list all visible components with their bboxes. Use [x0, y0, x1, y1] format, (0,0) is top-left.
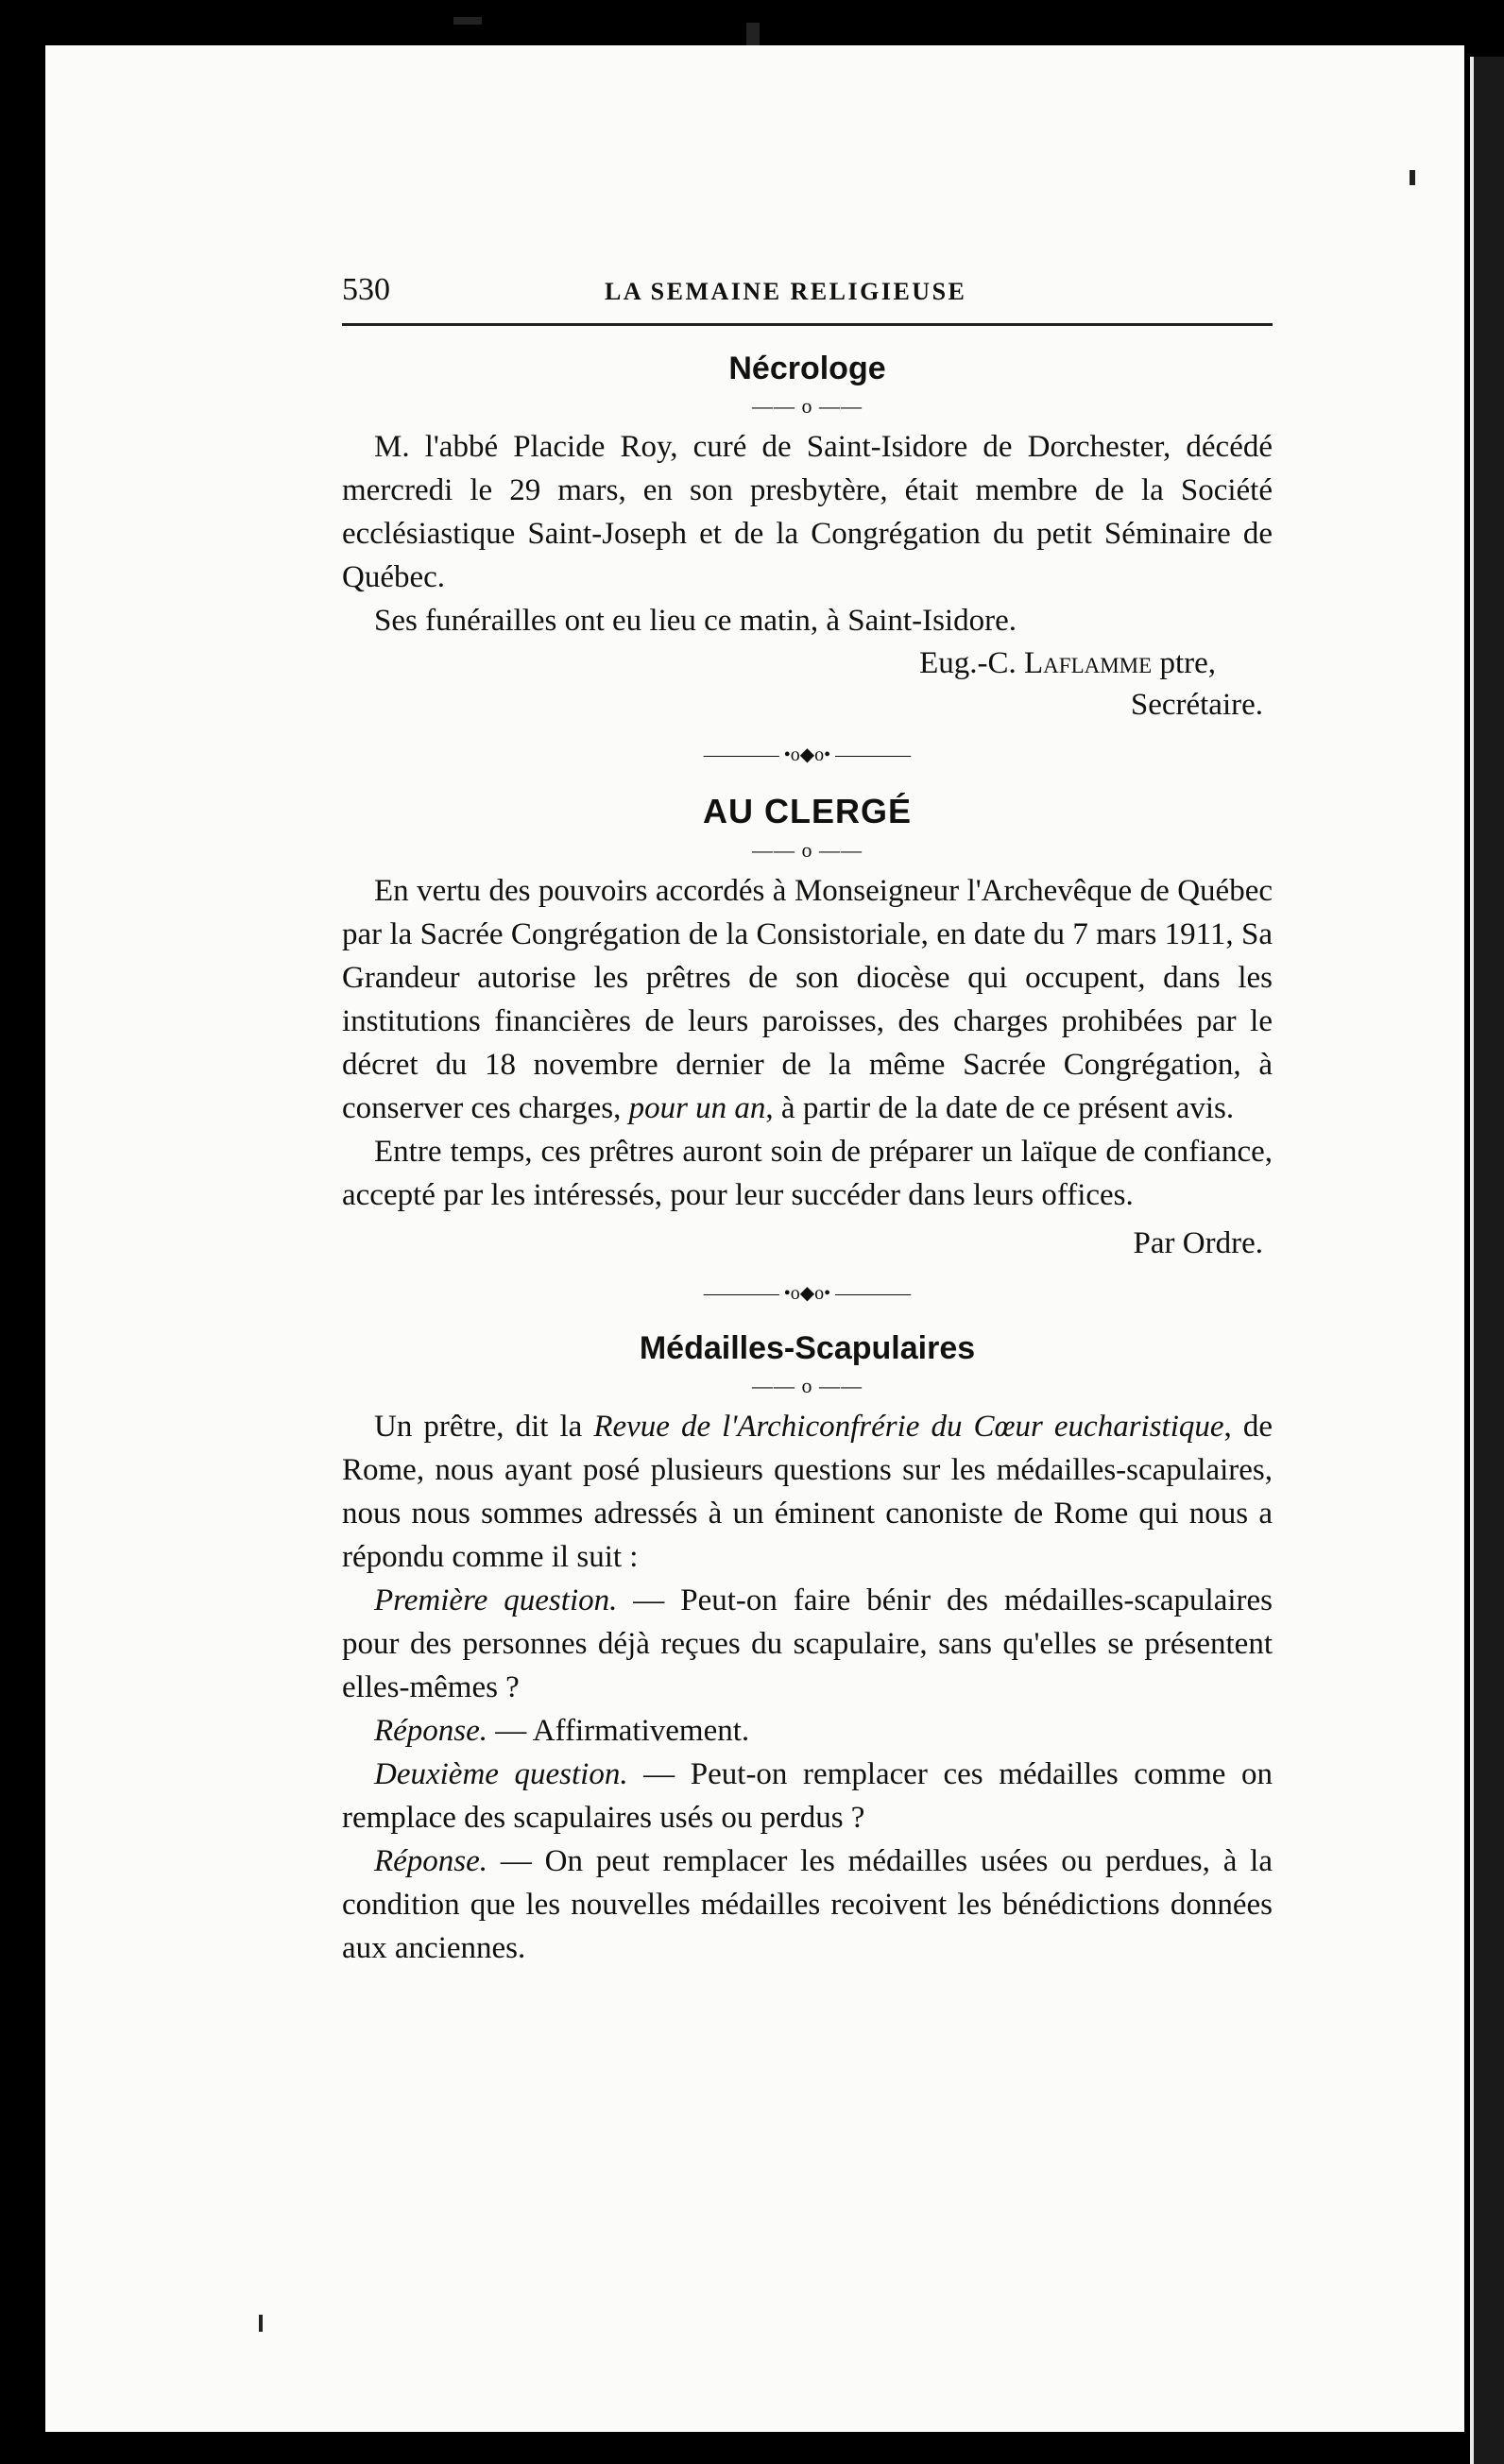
- medailles-intro-b: , de Rome, nous ayant posé plusieurs questions sur les médailles-scapulaires, nous nous sommes adressés à un éminent canoniste de Rome qui nous a répondu comme il suit :: [342, 1410, 1273, 1574]
- medailles-separator: —— o ——: [752, 1374, 863, 1397]
- ornament-divider-1: ———— •o◆o• ————: [703, 744, 912, 765]
- necrologe-title: Nécrologe: [728, 351, 886, 386]
- scan-speck: [1410, 170, 1415, 185]
- question-2-label: Deuxième question.: [374, 1757, 628, 1791]
- scan-speck: [259, 2315, 263, 2332]
- question-1-text: — Peut-on faire bénir des médailles-scapulaires pour des personnes déjà reçues du scapulaire, sans qu'elles se présentent elles-mêmes ?: [342, 1583, 1273, 1704]
- running-header: [342, 265, 1273, 317]
- medailles-title: Médailles-Scapulaires: [639, 1330, 976, 1366]
- medailles-intro: [342, 1405, 1273, 1579]
- au-clerge-text-a: En vertu des pouvoirs accordés à Monseigneur l'Archevêque de Québec par la Sacrée Congrégation de la Consistoriale, en date du 7 mars 1911, Sa Grandeur autorise les prêtres de son diocèse qui occupent, dans les institutions financières de leurs paroisses, des charges prohibées par le décret du 18 novembre dernier de la même Sacrée Congrégation, à conserver ces charges,: [342, 874, 1273, 1125]
- scan-speck: [453, 17, 482, 25]
- medailles-question-1: [342, 1579, 1273, 1709]
- header-rule: [342, 323, 1273, 326]
- reponse-1-text: — Affirmativement.: [487, 1714, 750, 1748]
- reponse-1-label: Réponse.: [374, 1714, 488, 1748]
- medailles-reponse-1: [342, 1709, 1273, 1753]
- au-clerge-paragraph-1: [342, 869, 1273, 1130]
- page-number: 530: [342, 272, 390, 307]
- necrologe-signature: [342, 642, 1273, 684]
- au-clerge-text-b: , à partir de la date de ce présent avis.: [765, 1091, 1235, 1125]
- ornament-divider-2: ———— •o◆o• ————: [703, 1283, 912, 1304]
- au-clerge-italic: pour un an: [628, 1091, 766, 1125]
- medailles-reponse-2: [342, 1839, 1273, 1970]
- reponse-2-text: — On peut remplacer les médailles usées ou perdues, à la condition que les nouvelles médailles recoivent les bénédictions données aux anciennes.: [342, 1844, 1273, 1965]
- signature-name: Laflamme: [1024, 646, 1153, 680]
- signature-suffix: ptre,: [1152, 646, 1216, 680]
- reponse-2-label: Réponse.: [374, 1844, 488, 1878]
- scan-speck: [746, 23, 760, 45]
- medailles-question-2: [342, 1753, 1273, 1839]
- question-1-label: Première question.: [374, 1583, 618, 1617]
- journal-title: LA SEMAINE RELIGIEUSE: [605, 278, 967, 305]
- au-clerge-signoff: Par Ordre.: [1133, 1226, 1263, 1260]
- au-clerge-paragraph-2: Entre temps, ces prêtres auront soin de préparer un laïque de confiance, accepté par les intéressés, pour leur succéder dans leurs offices.: [342, 1135, 1273, 1212]
- necrologe-paragraph-1: M. l'abbé Placide Roy, curé de Saint-Isidore de Dorchester, décédé mercredi le 29 mars, en son presbytère, était membre de la Société ecclésiastique Saint-Joseph et de la Congrégation du petit Séminaire de Québec.: [342, 430, 1273, 594]
- page-content: [342, 265, 1273, 1970]
- question-2-text: — Peut-on remplacer ces médailles comme on remplace des scapulaires usés ou perdus ?: [342, 1757, 1273, 1835]
- medailles-intro-a: Un prêtre, dit la: [374, 1410, 594, 1444]
- adjacent-page-edge: [1470, 57, 1504, 2464]
- medailles-intro-italic: Revue de l'Archiconfrérie du Cœur eucharistique: [593, 1410, 1224, 1444]
- necrologe-separator: —— o ——: [752, 394, 863, 418]
- signature-prefix: Eug.-C.: [919, 646, 1025, 680]
- necrologe-signature-title: Secrétaire.: [1130, 688, 1263, 722]
- au-clerge-separator: —— o ——: [752, 838, 863, 862]
- necrologe-paragraph-2: Ses funérailles ont eu lieu ce matin, à Saint-Isidore.: [374, 604, 1017, 638]
- au-clerge-title: AU CLERGÉ: [702, 792, 912, 830]
